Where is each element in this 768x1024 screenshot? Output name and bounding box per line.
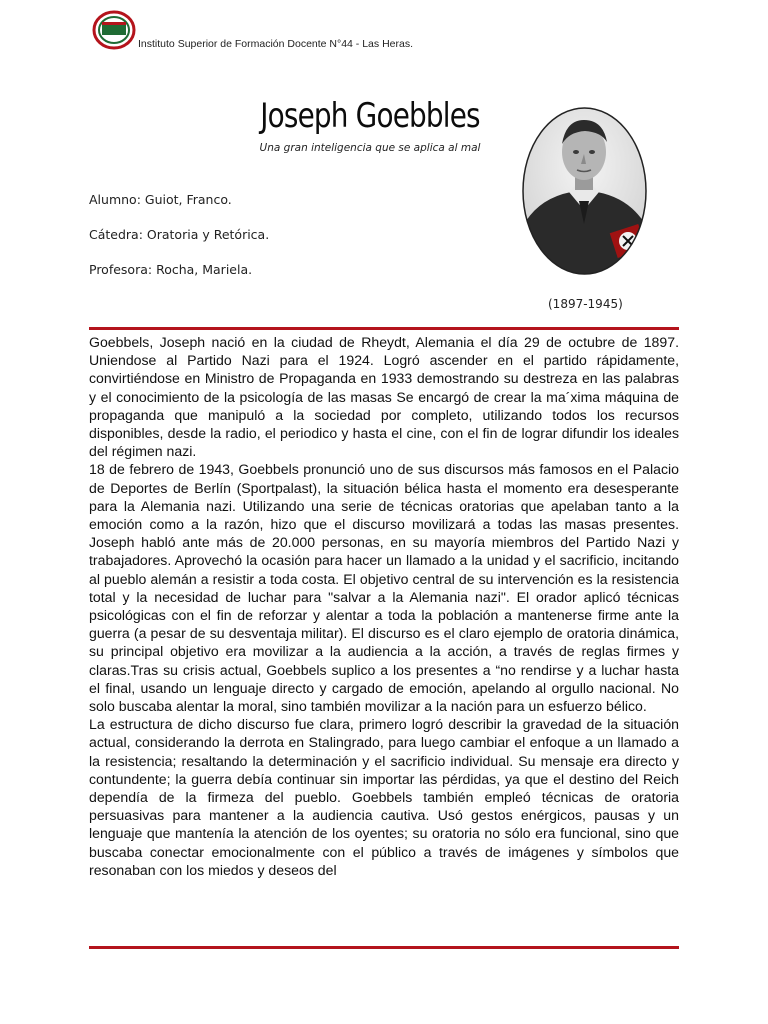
top-divider [89, 327, 679, 330]
institute-name: Instituto Superior de Formación Docente N°44 - Las Heras. [138, 38, 413, 50]
document-subtitle: Una gran inteligencia que se aplica al mal [259, 142, 481, 154]
life-years: (1897-1945) [548, 297, 623, 311]
body-text [89, 333, 679, 879]
document-title: Joseph Goebbles [260, 96, 480, 136]
student-line: Alumno: Guiot, Franco. [89, 192, 232, 207]
paragraph: Goebbels, Joseph nació en la ciudad de Rheydt, Alemania el día 29 de octubre de 1897. Uniendose al Partido Nazi para el 1924. Logró ascender en el partido rápidamente, convirtiéndose en Ministro de Propaganda en 1933 demostrando su destreza en las palabras y el conocimiento de la psicología de las masas Se encargó de crear la ma´xima máquina de propaganda que manipuló a la sociedad por completo, utilizando todos los recursos disponibles, desde la radio, el periodico y hasta el cine, con el fin de lograr difundir los ideales del régimen nazi. [89, 334, 679, 460]
paragraph: La estructura de dicho discurso fue clara, primero logró describir la gravedad de la situación actual, considerando la derrota en Stalingrado, para luego cambiar el enfoque a un llamado a la resistencia; resaltando la determinación y el sacrificio individual. Su mensaje era directo y contundente; la guerra debía continuar sin importar las pérdidas, ya que el destino del Reich dependía de la firmeza del pueblo. Goebbels también empleó técnicas de oratoria persuasivas para mantener a la audiencia cautiva. Usó gestos enérgicos, pausas y un lenguaje que mantenía la atención de los oyentes; su oratoria no sólo era funcional, sino que buscaba conectar emocionalmente con el público a través de imágenes y símbolos que resonaban con los miedos y deseos del [89, 716, 679, 878]
portrait-photo-icon [521, 106, 648, 276]
teacher-line: Profesora: Rocha, Mariela. [89, 262, 253, 277]
bottom-divider [89, 946, 679, 949]
paragraph: 18 de febrero de 1943, Goebbels pronunció uno de sus discursos más famosos en el Palacio de Deportes de Berlín (Sportpalast), la situación bélica hasta el momento era desesperante para la Alemania nazi. Utilizando una serie de técnicas oratorias que apelaban tanto a la emoción como a la razón, hizo que el discurso movilizará a todas las masas presentes. Joseph habló ante más de 20.000 personas, en su mayoría miembros del Partido Nazi y trabajadores. Aprovechó la ocasión para hacer un llamado a la unidad y el sacrificio, incitando al pueblo alemán a resistir a toda costa. El objetivo central de su intervención es la resistencia total y la necesidad de luchar para "salvar a la Alemania nazi". El orador aplicó técnicas psicológicas con el fin de reforzar y alentar a toda la población a mantenerse firme ante la guerra (a pesar de su desventaja militar). El discurso es el claro ejemplo de oratoria dinámica, su principal objetivo era movilizar a la audiencia a la acción, a través de reglas firmes y claras.Tras su crisis actual, Goebbels suplico a los presentes a “no rendirse y a luchar hasta el final, usando un lenguaje directo y cargado de emoción, apelando al orgullo nacional. No solo buscaba alentar la moral, sino también movilizar a la nación para un esfuerzo bélico. [89, 461, 679, 715]
institute-logo [92, 10, 136, 50]
course-line: Cátedra: Oratoria y Retórica. [89, 227, 270, 242]
